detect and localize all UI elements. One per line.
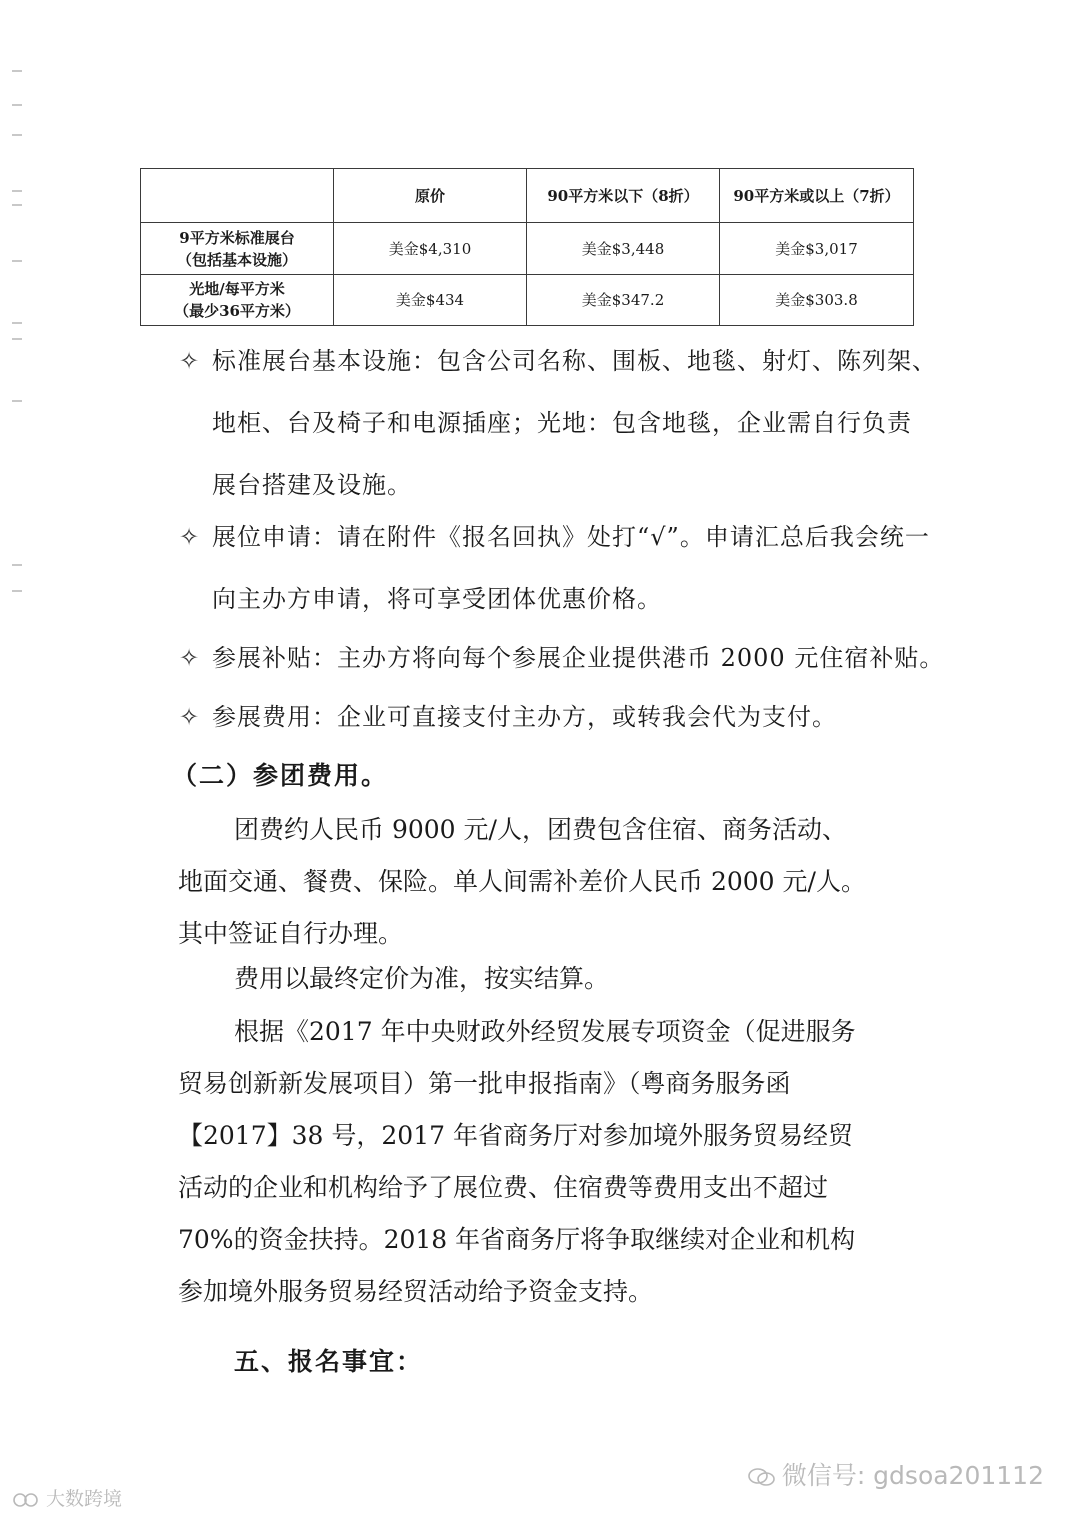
table-cell: 美金$4,310: [334, 223, 527, 275]
paragraph-group-fee: [178, 804, 923, 960]
wechat-icon: [748, 1467, 776, 1487]
booth-price-table: [140, 168, 914, 326]
paragraph-line: 地面交通、餐费、保险。单人间需补差价人民币 2000 元/人。: [178, 867, 866, 896]
brand-watermark: [12, 1484, 122, 1511]
table-header-cell: 原价: [334, 169, 527, 223]
table-cell: 美金$3,017: [720, 223, 914, 275]
table-cell: 美金$347.2: [527, 275, 720, 326]
paragraph-line: 活动的企业和机构给予了展位费、住宿费等费用支出不超过: [178, 1173, 829, 1202]
wechat-id-text: 微信号: gdsoa201112: [781, 1461, 1044, 1490]
table-row: [141, 223, 914, 275]
row-label-line: （最少36平方米）: [174, 302, 300, 320]
row-label-line: 9平方米标准展台: [179, 228, 295, 247]
bullet-line: 展台搭建及设施。: [212, 471, 412, 499]
paragraph-line: 【2017】38 号，2017 年省商务厅对参加境外服务贸易经贸: [178, 1121, 853, 1150]
wechat-watermark: [748, 1456, 1044, 1492]
diamond-star-icon: ✧: [178, 523, 200, 551]
paragraph-line: 根据《2017 年中央财政外经贸发展专项资金（促进服务: [234, 1017, 856, 1046]
table-cell: 美金$434: [334, 275, 527, 326]
table-row: [141, 275, 914, 326]
table-header-cell: 90平方米或以上（7折）: [720, 169, 914, 223]
table-row-header: [141, 223, 334, 275]
table-header-cell: 90平方米以下（8折）: [527, 169, 720, 223]
brand-watermark-text: 大数跨境: [46, 1488, 123, 1510]
table-cell: 美金$3,448: [527, 223, 720, 275]
diamond-star-icon: ✧: [178, 644, 200, 672]
bullet-line: 参展费用：企业可直接支付主办方，或转我会代为支付。: [212, 703, 837, 731]
paragraph-line: 贸易创新新发展项目）第一批申报指南》（粤商务服务函: [178, 1069, 791, 1098]
paragraph-settlement: [178, 953, 923, 1005]
binding-margin-marks: [10, 70, 24, 630]
brand-logo-icon: [12, 1490, 40, 1510]
section-heading-registration: 五、报名事宜：: [234, 1347, 424, 1376]
diamond-star-icon: ✧: [178, 703, 200, 731]
paragraph-line: 参加境外服务贸易经贸活动给予资金支持。: [178, 1277, 654, 1306]
paragraph-line: 团费约人民币 9000 元/人，团费包含住宿、商务活动、: [234, 815, 847, 844]
paragraph-line: 费用以最终定价为准，按实结算。: [234, 964, 610, 993]
row-label-line: 光地/每平方米: [189, 280, 285, 298]
table-cell: 美金$303.8: [720, 275, 914, 326]
paragraph-line: 70%的资金扶持。2018 年省商务厅将争取继续对企业和机构: [178, 1225, 856, 1254]
bullet-line: 向主办方申请，将可享受团体优惠价格。: [212, 585, 662, 613]
bullet-line: 标准展台基本设施：包含公司名称、围板、地毯、射灯、陈列架、: [212, 347, 937, 375]
diamond-star-icon: ✧: [178, 347, 200, 375]
table-header-row: [141, 169, 914, 223]
bullet-line: 地柜、台及椅子和电源插座；光地：包含地毯，企业需自行负责: [212, 409, 912, 437]
paragraph-line: 其中签证自行办理。: [178, 919, 404, 948]
paragraph-funding-support: [178, 1006, 923, 1318]
bullet-line: 展位申请：请在附件《报名回执》处打“√”。申请汇总后我会统一: [212, 523, 930, 551]
bullet-line: 参展补贴：主办方将向每个参展企业提供港币 2000 元住宿补贴。: [212, 644, 945, 672]
table-row-header: [141, 275, 334, 326]
table-header-cell: [141, 169, 334, 223]
row-label-line: （包括基本设施）: [176, 250, 297, 269]
section-heading-group-fees: （二）参团费用。: [172, 761, 389, 790]
